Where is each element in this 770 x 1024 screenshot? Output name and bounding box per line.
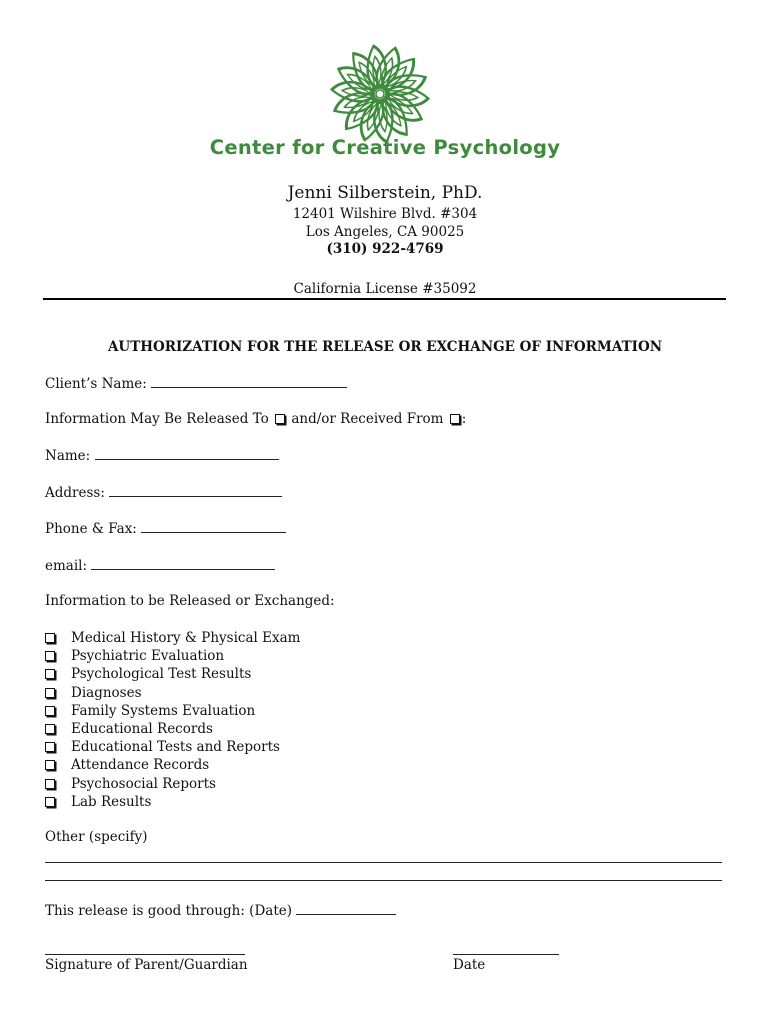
signature-label: Signature of Parent/Guardian	[45, 957, 248, 973]
email-label: email:	[45, 558, 88, 574]
checklist-item[interactable]	[45, 629, 300, 647]
release-direction-row	[45, 411, 466, 427]
checklist-item[interactable]	[45, 775, 300, 793]
release-to-checkbox[interactable]	[275, 414, 285, 424]
received-from-checkbox[interactable]	[450, 414, 460, 424]
date-field[interactable]	[453, 954, 559, 955]
checklist-label: Educational Records	[71, 720, 213, 737]
information-checklist	[45, 629, 300, 811]
name-field[interactable]	[95, 447, 279, 460]
checklist-item[interactable]	[45, 684, 300, 702]
checkbox[interactable]	[45, 760, 55, 770]
checklist-item[interactable]	[45, 665, 300, 683]
form-title: AUTHORIZATION FOR THE RELEASE OR EXCHANGE OF INFORMATION	[107, 339, 663, 355]
checkbox[interactable]	[45, 797, 55, 807]
checklist-item[interactable]	[45, 793, 300, 811]
phone-fax-label: Phone & Fax:	[45, 521, 137, 537]
checklist-item[interactable]	[45, 738, 300, 756]
checkbox[interactable]	[45, 742, 55, 752]
checklist-item[interactable]	[45, 702, 300, 720]
checkbox[interactable]	[45, 706, 55, 716]
good-through-date-field[interactable]	[296, 902, 396, 915]
phone-fax-row	[45, 520, 286, 537]
release-to-label: Information May Be Released To	[45, 411, 269, 427]
phone-fax-field[interactable]	[141, 520, 286, 533]
address-line-2: Los Angeles, CA 90025	[305, 224, 465, 240]
checklist-label: Medical History & Physical Exam	[71, 630, 301, 646]
checkbox[interactable]	[45, 669, 55, 679]
checklist-label: Educational Tests and Reports	[71, 739, 280, 756]
organization-name: Center for Creative Psychology	[209, 136, 561, 159]
other-specify-line-1[interactable]	[45, 862, 722, 863]
center-logo-flower-icon	[300, 44, 460, 144]
checklist-label: Psychological Test Results	[71, 666, 252, 683]
address-row	[45, 484, 282, 501]
checklist-label: Family Systems Evaluation	[71, 702, 256, 719]
license-number: California License #35092	[293, 281, 477, 297]
other-label: Other (specify)	[45, 829, 148, 845]
client-name-row	[45, 375, 347, 392]
signature-field[interactable]	[45, 954, 245, 955]
checkbox[interactable]	[45, 633, 55, 643]
name-label: Name:	[45, 448, 91, 464]
email-field[interactable]	[91, 557, 275, 570]
received-from-suffix: :	[461, 411, 467, 427]
checkbox[interactable]	[45, 724, 55, 734]
checklist-item[interactable]	[45, 756, 300, 774]
good-through-row	[45, 902, 396, 919]
doctor-name: Jenni Silberstein, PhD.	[287, 183, 483, 203]
checklist-label: Attendance Records	[71, 757, 210, 774]
client-name-field[interactable]	[151, 375, 347, 388]
checklist-item[interactable]	[45, 647, 300, 665]
good-through-label: This release is good through: (Date)	[45, 903, 293, 919]
date-label: Date	[453, 957, 486, 973]
checklist-label: Diagnoses	[71, 684, 142, 701]
address-label: Address:	[45, 485, 105, 501]
other-specify-line-2[interactable]	[45, 880, 722, 881]
email-row	[45, 557, 275, 574]
checkbox[interactable]	[45, 688, 55, 698]
name-row	[45, 447, 279, 464]
checkbox[interactable]	[45, 651, 55, 661]
checklist-label: Psychosocial Reports	[71, 775, 216, 792]
checkbox[interactable]	[45, 779, 55, 789]
checklist-label: Psychiatric Evaluation	[71, 648, 225, 665]
checklist-item[interactable]	[45, 720, 300, 738]
info-label: Information to be Released or Exchanged:	[45, 593, 335, 609]
address-field[interactable]	[109, 484, 282, 497]
header-divider	[43, 298, 726, 300]
address-line-1: 12401 Wilshire Blvd. #304	[292, 206, 478, 222]
phone-number: (310) 922-4769	[326, 241, 444, 257]
checklist-label: Lab Results	[71, 793, 152, 810]
client-name-label: Client’s Name:	[45, 376, 147, 392]
received-from-label: and/or Received From	[291, 411, 444, 427]
